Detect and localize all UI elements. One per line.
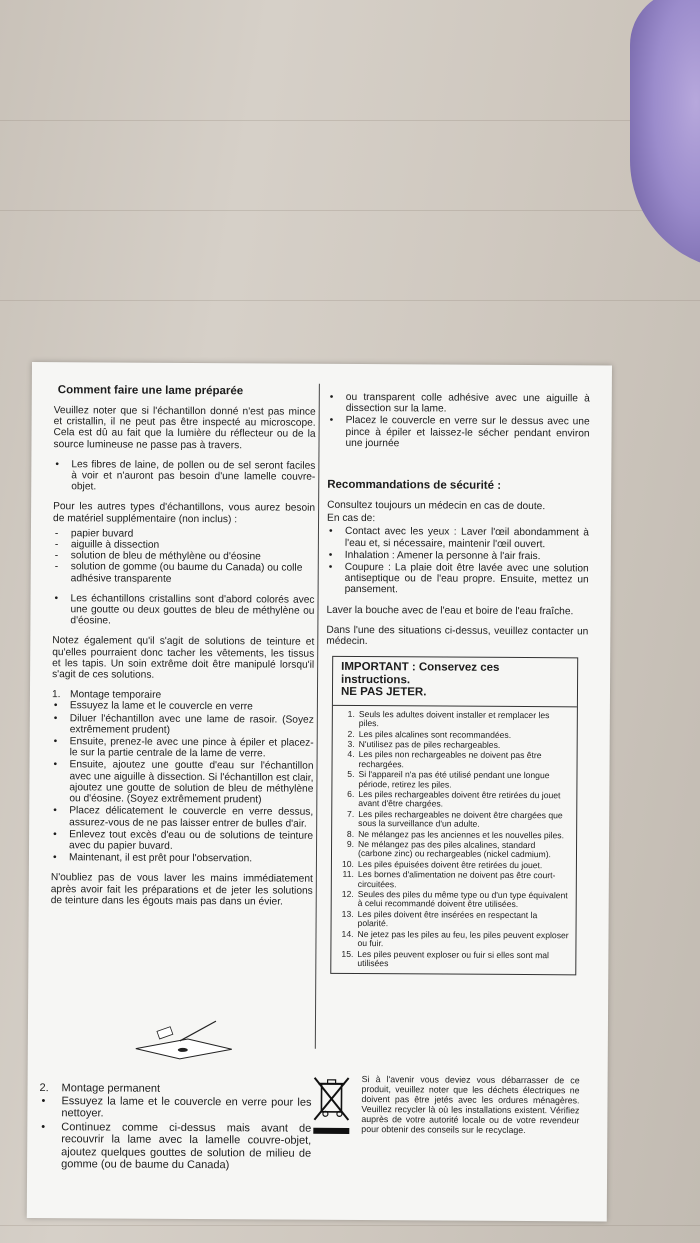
temporary-step: • Ensuite, ajoutez une goutte d'eau sur l'échantillon avec une aiguille à dissection. Si l'échantillon est clair, ajoutez une goutte de solution de bleu de méthylène ou d'éosine. (Soyez extrêmement prudent) (51, 760, 313, 806)
wash-hands-note: N'oubliez pas de vous laver les mains immédiatement après avoir fait les préparations et de jeter les solutions de teinture dans les égouts mais pas dans un évier. (50, 872, 313, 908)
rule-number: 9. (346, 838, 355, 850)
crossed-bin-icon (311, 1076, 351, 1136)
battery-rule (337, 750, 571, 770)
rule-number: 8. (346, 828, 355, 839)
temporary-step: • Enlevez tout excès d'eau ou de solutions de teinture avec du papier buvard. (51, 829, 313, 853)
battery-rule (336, 790, 570, 810)
permanent-step: • Essuyez la lame et le couvercle en verre pour les nettoyer. (39, 1095, 311, 1122)
permanent-steps (39, 1095, 311, 1173)
rule-text: Si l'appareil n'a pas été utilisé pendant une longue période, retirez les piles. (358, 769, 550, 790)
temporary-step: • Diluer l'échantillon avec une lame de rasoir. (Soyez extrêmement prudent) (52, 713, 314, 737)
battery-rule (336, 810, 570, 830)
materials-intro: Pour les autres types d'échantillons, vous aurez besoin de matériel supplémentaire (non inclus) : (53, 501, 316, 525)
temporary-step: • Ensuite, prenez-le avec une pince à épiler et placez-le sur la partie centrale de la lame de verre. (52, 736, 314, 760)
safety-intro: Consultez toujours un médecin en cas de doute. (327, 499, 546, 513)
rule-text: Seules des piles du même type ou d'un type équivalent à celui recommandé doivent être utilisées. (357, 889, 568, 910)
slide-illustration (128, 1019, 238, 1062)
material-item: - solution de gomme (ou baume du Canada) ou colle adhésive transparente (53, 562, 315, 586)
important-header (333, 657, 577, 707)
temporary-step: • Essuyez la lame et le couvercle en verre (52, 701, 314, 714)
rule-text: Ne mélangez pas des piles alcalines, standard (carbone zinc) ou rechargeables (nickel cadmium). (357, 839, 551, 860)
battery-rule (335, 949, 569, 969)
crystals-text: • Les échantillons cristallins sont d'abord colorés avec une goutte ou deux gouttes de bleu de méthylène ou d'éosine. (52, 593, 314, 628)
important-line-3: NE PAS JETER. (340, 686, 427, 699)
slide-title: Comment faire une lame préparée (57, 384, 244, 398)
rule-number: 10. (341, 858, 354, 869)
battery-rule (336, 840, 570, 860)
temporary-step: • Maintenant, il est prêt pour l'observation. (51, 852, 313, 865)
important-line-2: instructions. (341, 673, 411, 687)
materials-list (53, 528, 315, 586)
safety-item: • Coupure : La plaie doit être lavée avec une solution antiseptique ou de l'eau propre. Ensuite, mettez un pansement. (327, 562, 589, 597)
rule-number: 4. (347, 749, 355, 760)
safety-list (327, 526, 589, 597)
temporary-steps (51, 701, 314, 865)
crystals-bullet (52, 593, 314, 628)
rule-number: 12. (341, 888, 354, 900)
battery-rule (336, 870, 570, 890)
safety-item: • Inhalation : Amener la personne à l'air frais. (327, 550, 589, 563)
rule-text: Les piles doivent être insérées en respectant la polarité. (357, 908, 538, 929)
permanent-mount-number: 2. (39, 1082, 49, 1095)
rule-text: Les piles peuvent exploser ou fuir si elles sont mal utilisées (357, 948, 549, 969)
rule-number: 13. (341, 908, 354, 919)
material-item: - solution de bleu de méthylène ou d'éosine (53, 550, 315, 563)
safety-case: En cas de: (327, 513, 376, 525)
rule-text: Seuls les adultes doivent installer et remplacer les piles. (358, 708, 550, 729)
battery-rule (335, 930, 569, 950)
rule-number: 6. (347, 788, 355, 799)
rule-number: 7. (347, 808, 355, 819)
right-column (324, 386, 590, 1136)
rule-text: Les piles épuisées doivent être retirées du jouet. (357, 858, 543, 870)
continued-steps (327, 392, 589, 451)
rule-number: 3. (347, 738, 355, 749)
temporary-mount-title: Montage temporaire (69, 689, 162, 702)
rule-number: 11. (342, 869, 354, 880)
mouth-rinse-text: Laver la bouche avec de l'eau et boire de l'eau fraîche. (326, 604, 574, 617)
column-divider (315, 384, 320, 1049)
battery-rules (331, 706, 577, 975)
safety-item: • Contact avec les yeux : Laver l'œil abondamment à l'eau et, si nécessaire, maintenir l'œil ouvert. (327, 526, 589, 550)
rule-text: Les piles non rechargeables ne doivent pas être rechargées. (358, 749, 542, 770)
rule-number: 5. (347, 769, 355, 780)
important-line-1: IMPORTANT : Conservez ces (341, 661, 500, 675)
continued-step: • Placez le couvercle en verre sur le dessus avec une pince à épiler et laissez-le sécher pendant environ une journée (327, 415, 589, 450)
recycling-section (311, 1074, 579, 1136)
rule-text: Les piles alcalines sont recommandées. (358, 728, 512, 740)
material-item: - aiguille à dissection (53, 539, 315, 552)
left-column (39, 384, 316, 1172)
battery-rule (336, 910, 570, 930)
permanent-mount-section (39, 1082, 312, 1181)
battery-rule (337, 710, 571, 730)
safety-title: Recommandations de sécurité : (327, 478, 502, 492)
rule-text: Les bornes d'alimentation ne doivent pas être court-circuitées. (357, 869, 556, 889)
rule-number: 14. (341, 928, 354, 939)
rule-text: N'utilisez pas de piles rechargeables. (358, 738, 501, 750)
permanent-step: • Continuez comme ci-dessus mais avant de recouvrir la lame avec la lamelle couvre-objet, ajoutez quelques gouttes de solution de milieu de gomme (ou de baume du Canada) (39, 1121, 311, 1173)
fibers-text: • Les fibres de laine, de pollen ou de sel seront faciles à voir et n'auront pas besoin d'une lamelle couvre-objet. (53, 459, 315, 494)
instruction-sheet (27, 362, 612, 1222)
rule-text: Les piles rechargeables doivent être retirées du jouet avant d'être chargées. (358, 789, 561, 809)
rule-text: Ne jetez pas les piles au feu, les piles peuvent exploser ou fuir. (357, 928, 569, 949)
battery-rule (336, 890, 570, 910)
fibers-bullet (53, 459, 315, 494)
permanent-mount-title: Montage permanent (61, 1082, 161, 1095)
rule-text: Les piles rechargeables ne doivent être chargées que sous la surveillance d'un adulte. (358, 808, 563, 829)
contact-doctor-text: Dans l'une des situations ci-dessus, veuillez contacter un médecin. (326, 624, 589, 648)
recycling-text: Si à l'avenir vous deviez vous débarrasser de ce produit, veuillez noter que les déchets électriques ne doivent pas être jetés avec les ordures ménagères. Veuillez recycler là où les installations existent. Vérifiez auprès de votre autorité locale ou de votre revendeur pour obtenir des conseils sur le recyclage. (361, 1074, 580, 1136)
rule-number: 2. (347, 728, 355, 739)
rule-text: Ne mélangez pas les anciennes et les nouvelles piles. (358, 828, 565, 840)
battery-rule (336, 770, 570, 790)
important-box (330, 656, 578, 976)
intro-paragraph: Veuillez noter que si l'échantillon donné n'est pas mince et cristallin, il ne peut pas être inspecté au microscope. Cela est dû au fait que la lumière du réflecteur ou de la source lumineuse ne passe pas à travers. (53, 405, 316, 451)
purple-object (630, 0, 700, 270)
continued-step-no-bullet: • ou transparent colle adhésive avec une aiguille à dissection sur la lame. (328, 392, 590, 416)
rule-number: 15. (341, 948, 354, 959)
staining-note: Notez également qu'il s'agit de solutions de teinture et qu'elles pourraient donc tacher les vêtements, les tissus et les tapis. Un soin extrême doit être manipulé lorsqu'il s'agit de ces solutions. (52, 635, 315, 681)
temporary-mount-number: 1. (51, 689, 61, 701)
material-item: - papier buvard (53, 528, 315, 541)
temporary-step: • Placez délicatement le couvercle en verre dessus, assurez-vous de ne pas laisser entrer de bulles d'air. (51, 805, 313, 829)
rule-number: 1. (347, 708, 355, 719)
